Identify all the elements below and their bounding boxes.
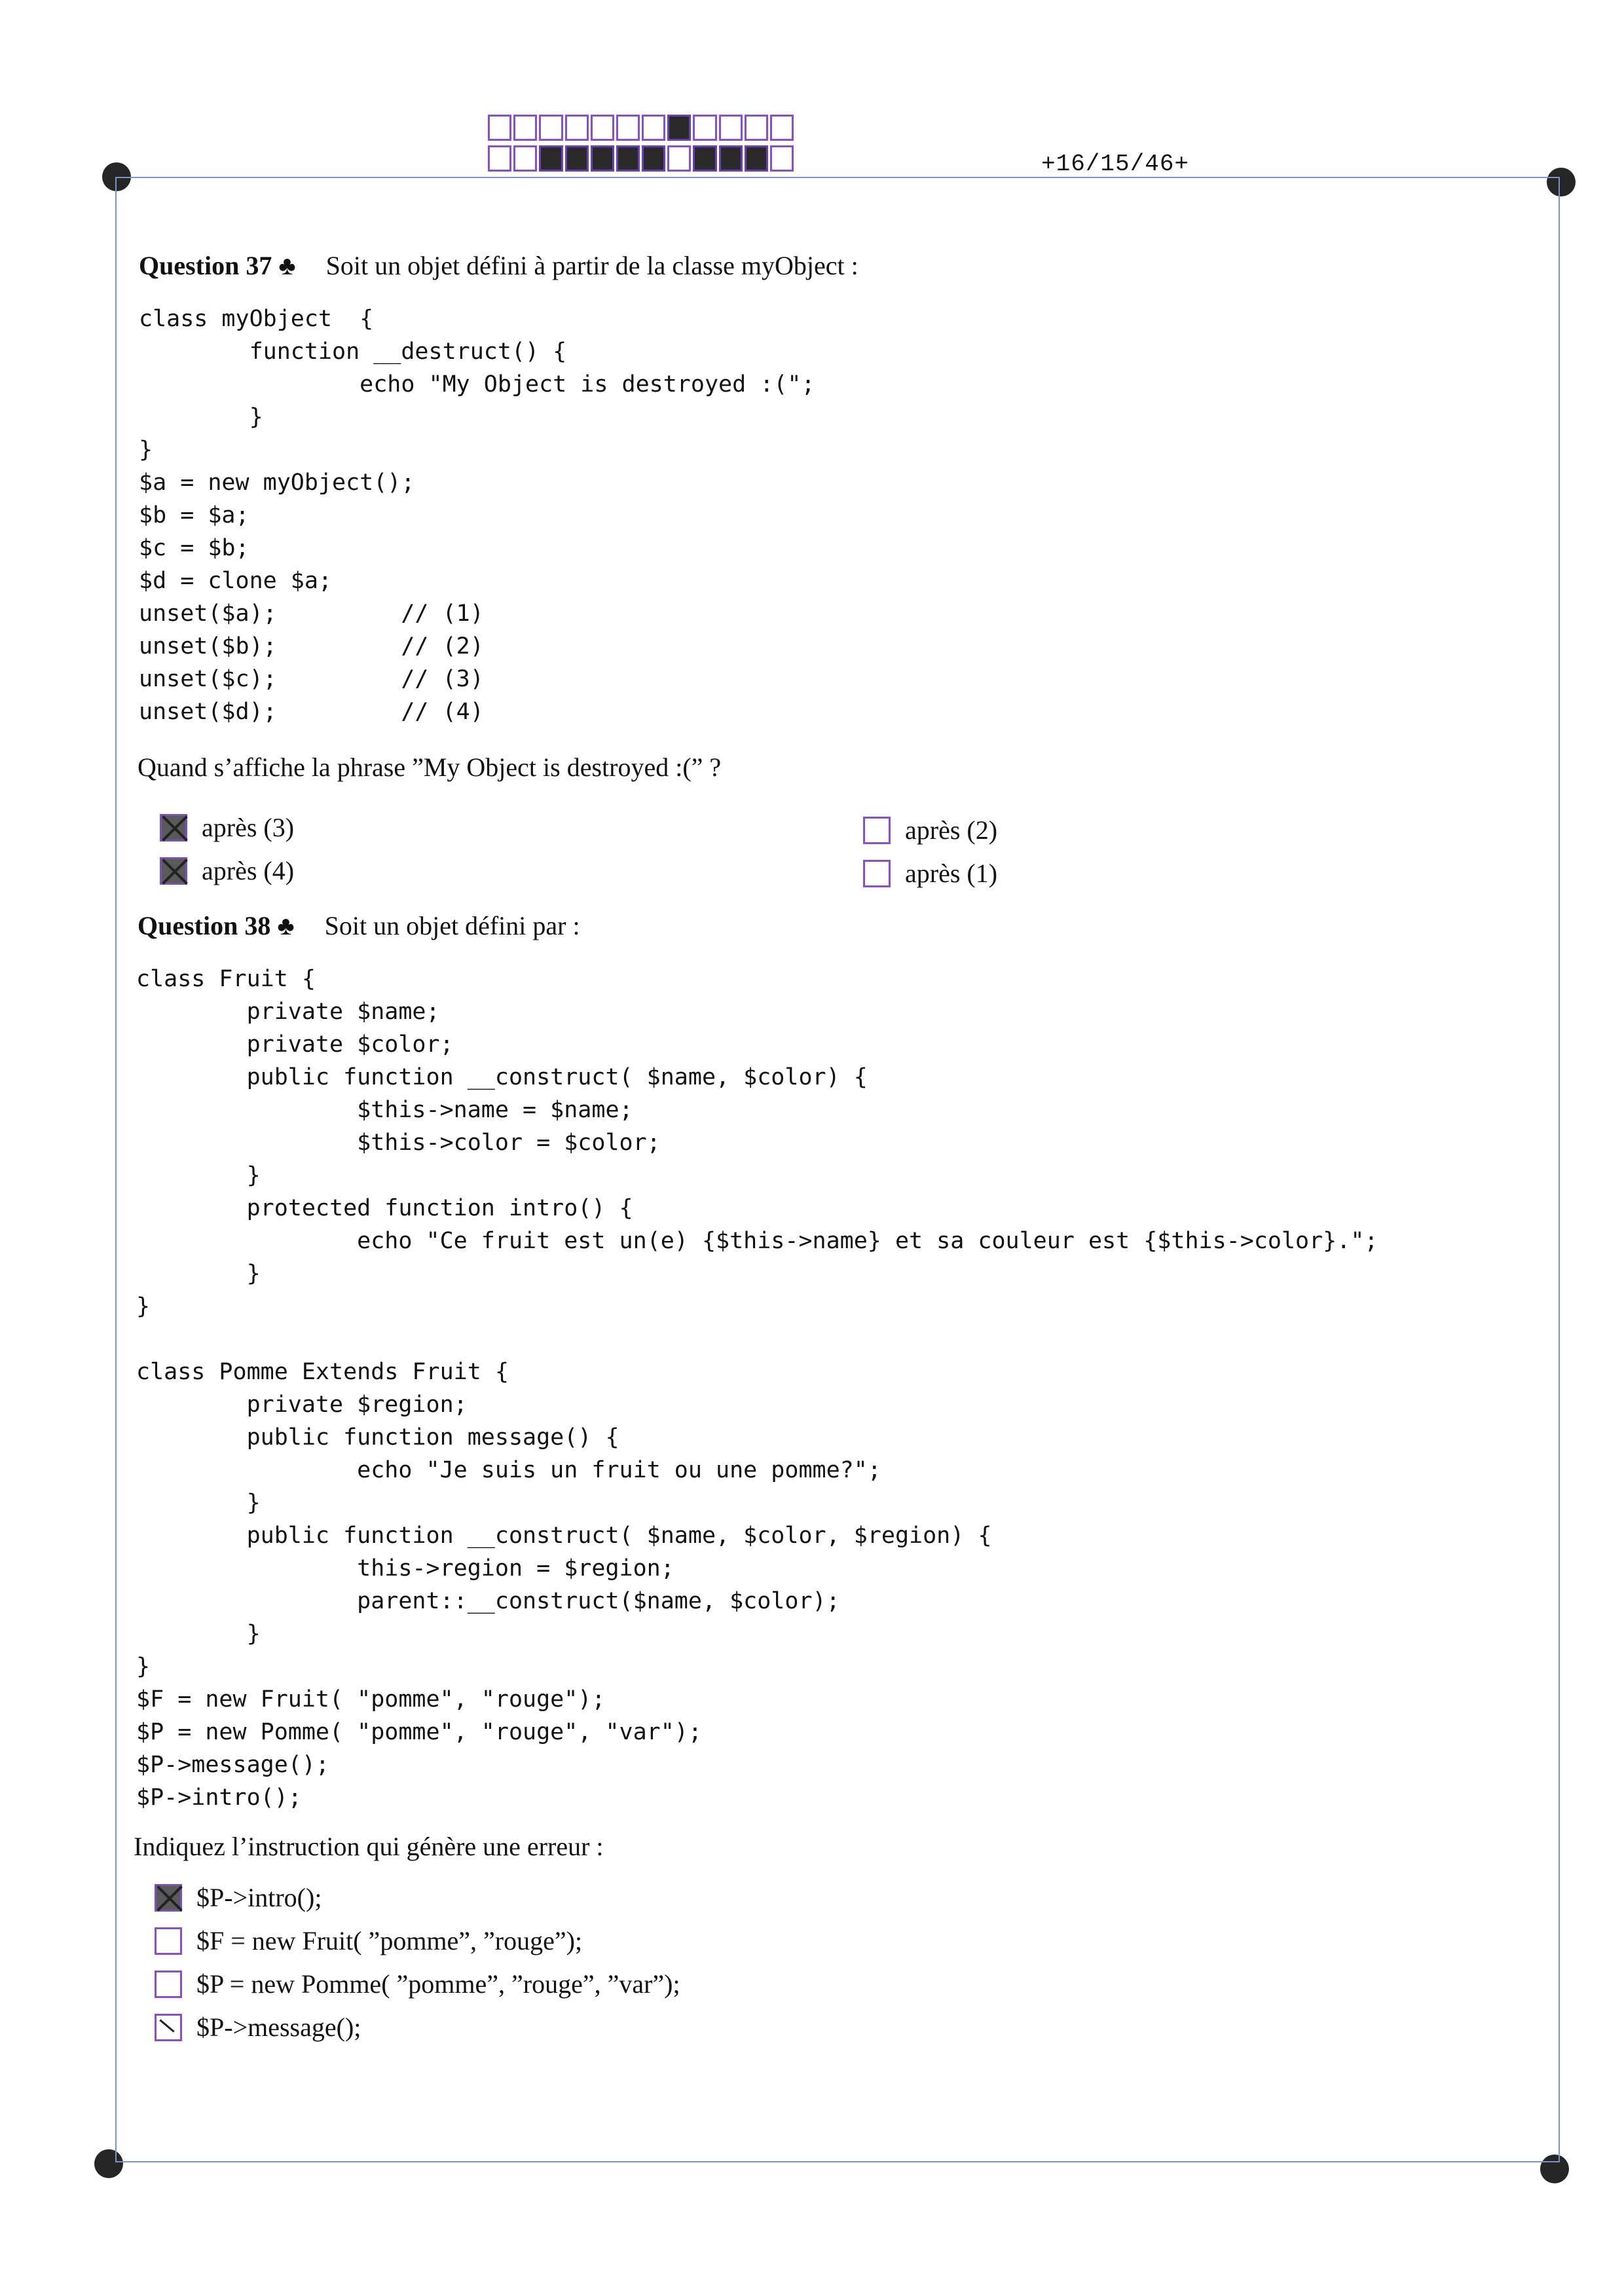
checkbox-checked[interactable] [160,857,187,885]
question-37-prompt: Quand s’affiche la phrase ”My Object is destroyed :(” ? [138,752,722,782]
option-label: $P = new Pomme( ”pomme”, ”rouge”, ”var”); [196,1969,680,1999]
barcode-cell [667,115,691,141]
q37-option-2[interactable] [160,855,294,886]
barcode-cell [693,115,716,141]
q38-option-2[interactable] [155,1925,582,1956]
question-37-label: Question 37 [139,251,272,280]
option-label: $P->intro(); [196,1883,322,1912]
barcode-cell [616,115,640,141]
barcode-row-top [488,115,796,141]
barcode-cell [591,145,614,172]
q38-option-4[interactable] [155,2012,361,2043]
option-label: $P->message(); [196,2012,361,2042]
page-id: +16/15/46+ [1041,151,1190,177]
barcode-cell [488,145,511,172]
checkbox-checked[interactable] [155,1884,182,1912]
barcode-cell [642,115,665,141]
barcode-cell [770,145,794,172]
barcode-cell [770,115,794,141]
question-38-prompt: Indiquez l’instruction qui génère une erreur : [134,1832,604,1861]
checkbox[interactable] [863,860,891,887]
barcode-cell [488,115,511,141]
question-38-statement: Soit un objet défini par : [324,911,580,940]
option-label: après (1) [905,859,998,888]
barcode-cell [745,115,768,141]
barcode-cell [539,145,563,172]
question-38-header [138,910,580,941]
club-icon: ♣ [277,911,295,940]
question-38-label: Question 38 [138,911,271,940]
question-37-statement: Soit un objet défini à partir de la classe myObject : [325,251,858,280]
question-37-code: class myObject { function __destruct() { echo "My Object is destroyed :("; } } $a = new myObject(); $b = $a; $c = $b; $d = clone $a; unset($a); // (1) unset($b); // (2) unset($c); // (3) unset($d); // (4) [139,306,815,725]
option-label: après (3) [202,813,295,842]
question-38-code: class Fruit { private $name; private $color; public function __construct( $name, $color) { $this->name = $name; $this->color = $color; } protected function intro() { echo "Ce fruit est un(e) {$this->name} et sa couleur est {$this->color}."; } } class Pomme Extends Fruit { private $region; public function message() { echo "Je suis un fruit ou une pomme?"; } public function __construct( $name, $color, $region) { this->region = $region; parent::__construct($name, $color); } } $F = new Fruit( "pomme", "rouge"); $P = new Pomme( "pomme", "rouge", "var"); $P->message(); $P->intro(); [136,966,1378,1811]
option-label: $F = new Fruit( ”pomme”, ”rouge”); [196,1926,583,1955]
checkbox-checked[interactable] [160,814,187,842]
barcode-cell [591,115,614,141]
barcode-cell [565,145,589,172]
barcode-cell [719,115,743,141]
barcode-cell [693,145,716,172]
option-label: après (2) [905,815,998,845]
barcode-cell [565,115,589,141]
barcode-cell [539,115,563,141]
q37-option-1[interactable] [160,812,294,843]
checkbox[interactable] [155,1927,182,1955]
barcode-cell [719,145,743,172]
question-37-header [139,250,858,281]
q38-option-1[interactable] [155,1882,322,1913]
checkbox[interactable] [155,2014,182,2041]
barcode-cell [745,145,768,172]
barcode-cell [513,115,537,141]
barcode-cell [667,145,691,172]
barcode-cell [642,145,665,172]
q37-option-4[interactable] [863,858,997,889]
checkbox[interactable] [155,1971,182,1998]
barcode-row-bottom [488,145,796,172]
barcode-cell [616,145,640,172]
option-label: après (4) [202,856,295,885]
barcode-cell [513,145,537,172]
checkbox[interactable] [863,817,891,844]
q38-option-3[interactable] [155,1969,680,1999]
q37-option-3[interactable] [863,815,997,845]
club-icon: ♣ [278,251,296,280]
